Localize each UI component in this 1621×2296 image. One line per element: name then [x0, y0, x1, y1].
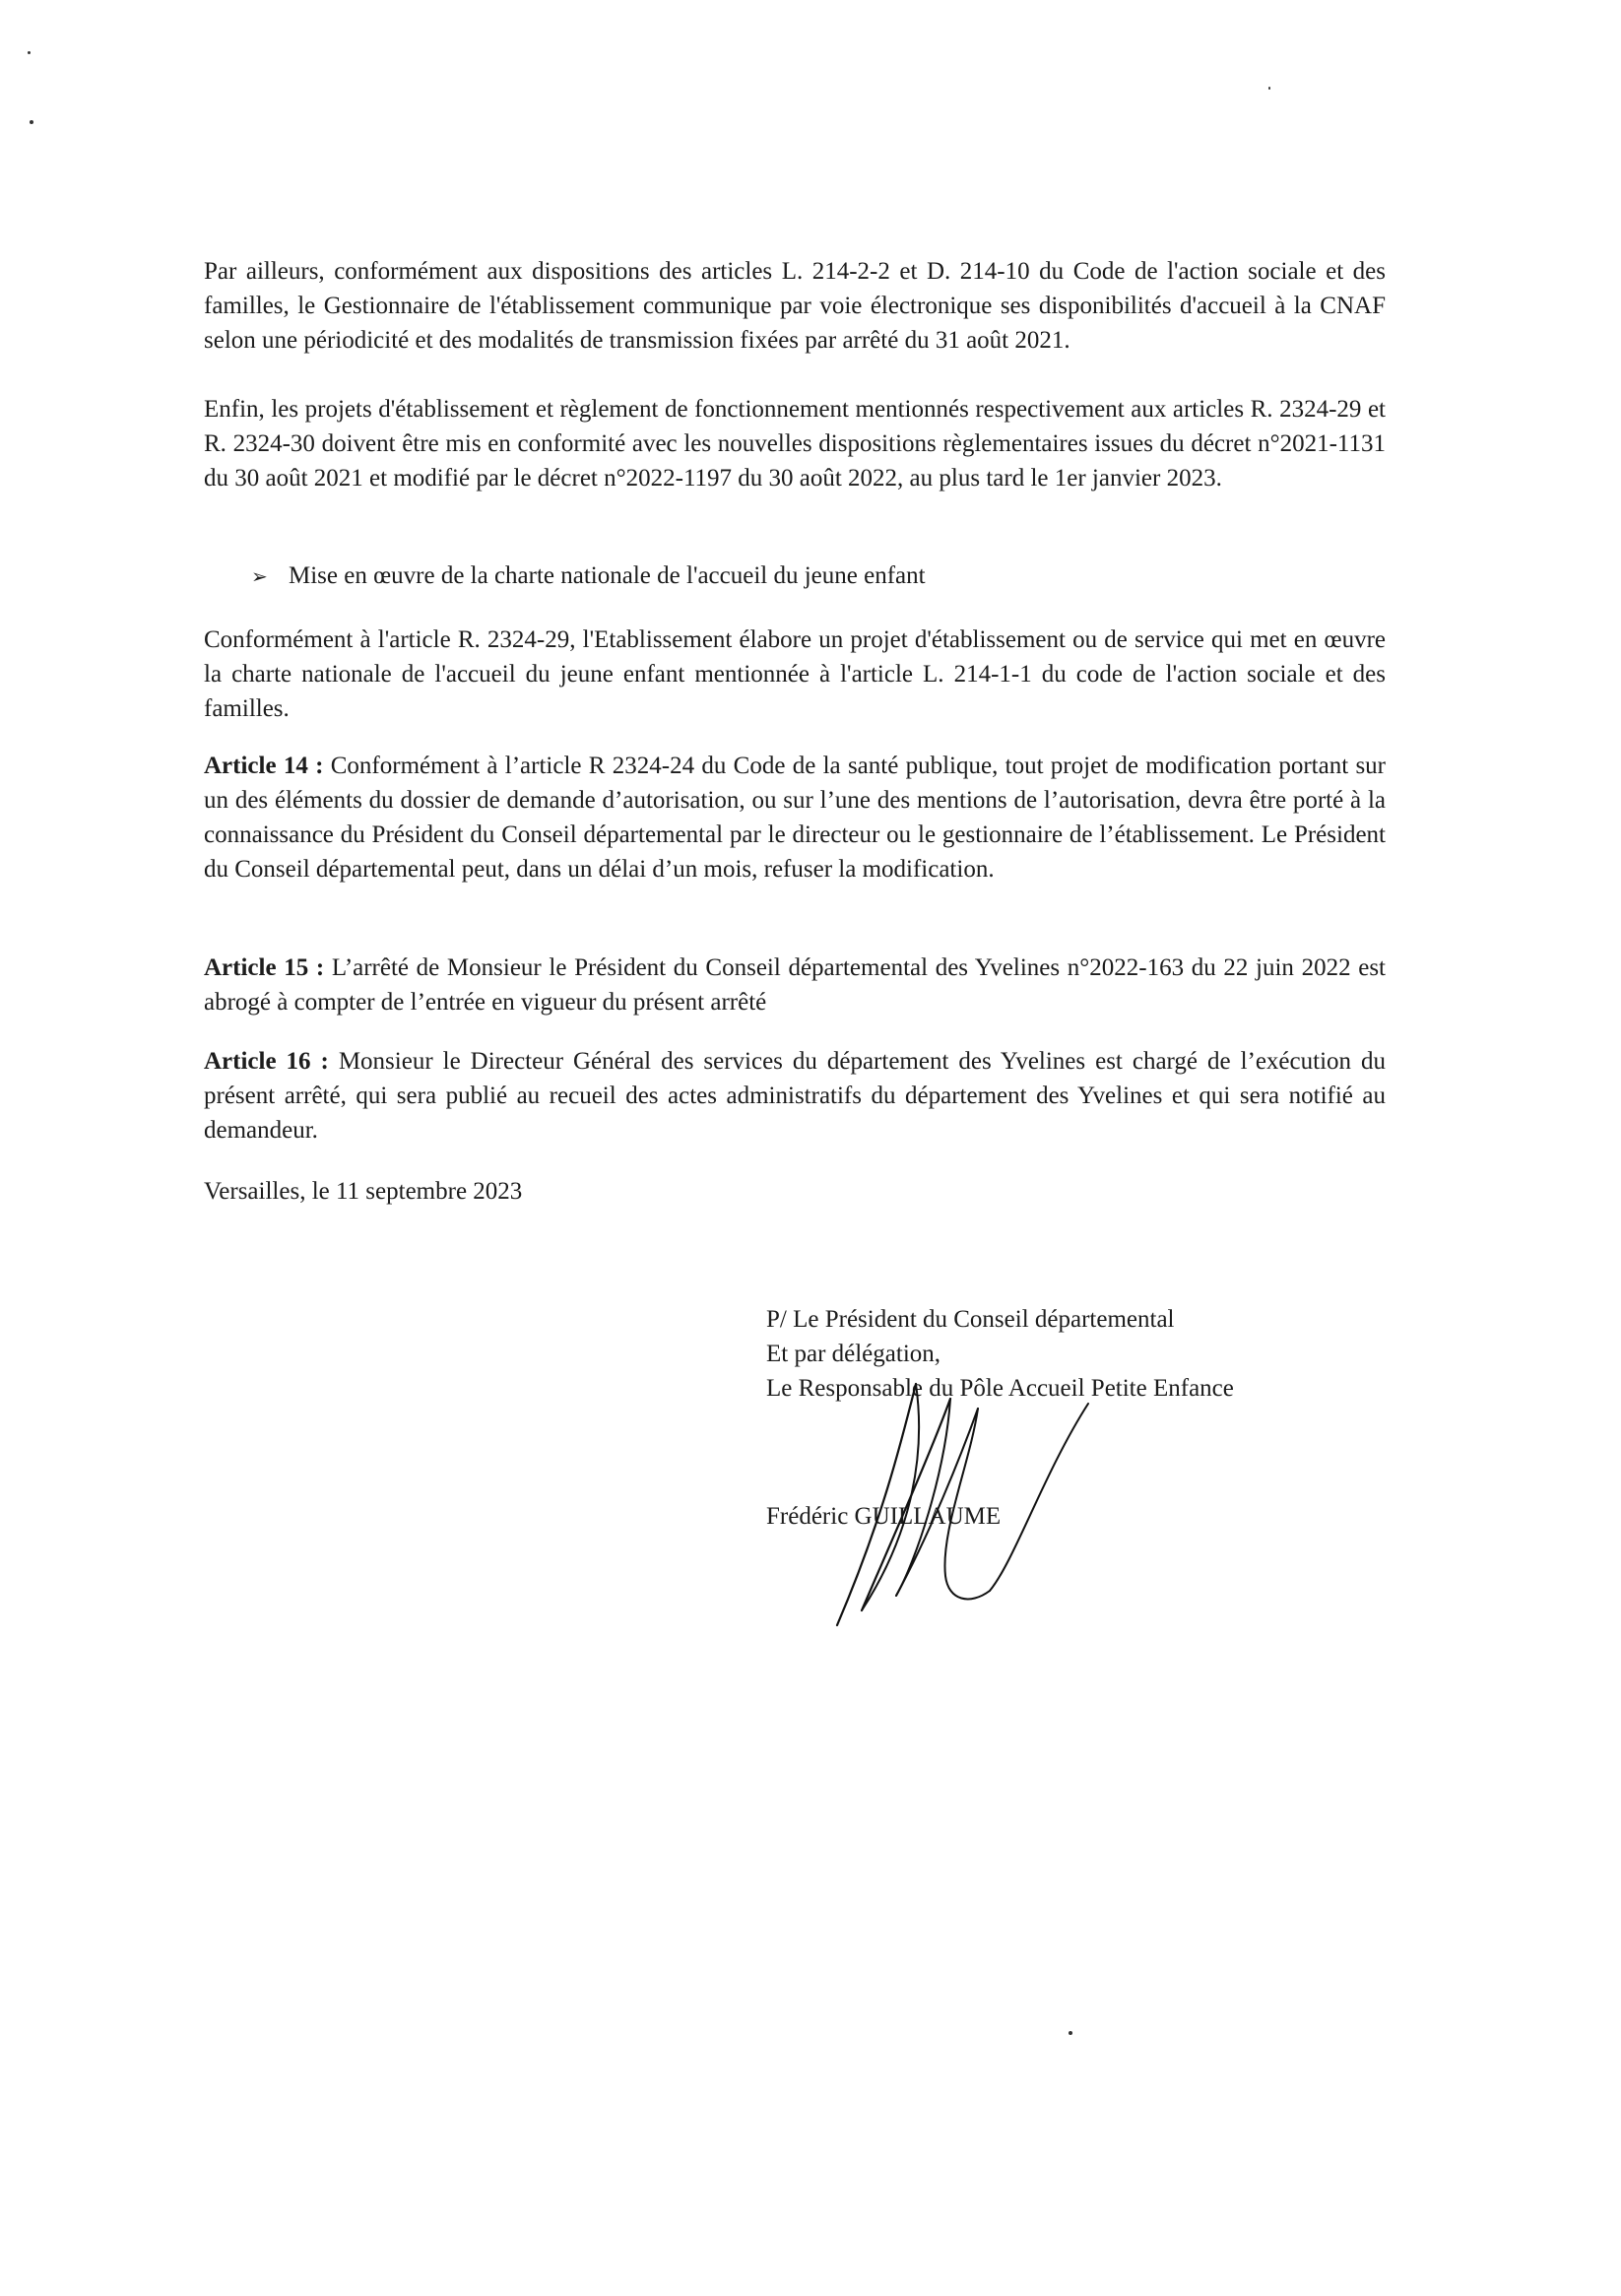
bullet-charte	[251, 558, 926, 594]
article-14	[204, 749, 1386, 886]
article-text: Conformément à l’article R 2324-24 du Code de la santé publique, tout projet de modification portant sur un des éléments du dossier de demande d’autorisation, ou sur l’une des mentions de l’autorisation, devra être porté à la connaissance du Président du Conseil départemental par le directeur ou le gestionnaire de l’établissement. Le Président du Conseil départemental peut, dans un délai d’un mois, refuser la modification.	[204, 753, 1386, 883]
paragraph-conformement: Conformément à l'article R. 2324-29, l'Etablissement élabore un projet d'établissement ou de service qui met en œuvre la charte nationale de l'accueil du jeune enfant mentionnée à l'article L. 214-1-1 du code de l'action sociale et des familles.	[204, 626, 1386, 722]
signatory-name: Frédéric GUILLAUME	[766, 1503, 1002, 1530]
scan-speck	[28, 51, 31, 54]
article-16	[204, 1044, 1386, 1148]
scan-speck	[30, 120, 33, 124]
signature-line-2: Et par délégation,	[766, 1341, 941, 1367]
date-line: Versailles, le 11 septembre 2023	[204, 1178, 523, 1205]
article-text: L’arrêté de Monsieur le Président du Conseil départemental des Yvelines n°2022-163 du 22 juin 2022 est abrogé à compter de l’entrée en vigueur du présent arrêté	[204, 954, 1386, 1016]
signature-line-1: P/ Le Président du Conseil départemental	[766, 1306, 1175, 1333]
paragraph-projets: Enfin, les projets d'établissement et règlement de fonctionnement mentionnés respectivement aux articles R. 2324-29 et R. 2324-30 doivent être mis en conformité avec les nouvelles dispositions règlementaires issues du décret n°2021-1131 du 30 août 2021 et modifié par le décret n°2022-1197 du 30 août 2022, au plus tard le 1er janvier 2023.	[204, 396, 1386, 492]
article-label: Article 15 :	[204, 954, 325, 981]
article-15	[204, 951, 1386, 1019]
article-label: Article 14 :	[204, 753, 324, 779]
paragraph-cnaf: Par ailleurs, conformément aux dispositions des articles L. 214-2-2 et D. 214-10 du Code de l'action sociale et des familles, le Gestionnaire de l'établissement communique par voie électronique ses disponibilités d'accueil à la CNAF selon une périodicité et des modalités de transmission fixées par arrêté du 31 août 2021.	[204, 258, 1386, 354]
bullet-text: Mise en œuvre de la charte nationale de l'accueil du jeune enfant	[289, 562, 926, 589]
handwritten-signature	[822, 1364, 1118, 1630]
scan-speck	[1268, 87, 1270, 90]
scan-speck	[1069, 2031, 1072, 2035]
arrow-bullet-icon: ➢	[251, 564, 268, 588]
article-text: Monsieur le Directeur Général des services du département des Yvelines est chargé de l’exécution du présent arrêté, qui sera publié au recueil des actes administratifs du département des Yvelines et qui sera notifié au demandeur.	[204, 1048, 1386, 1144]
signature-line-3: Le Responsable du Pôle Accueil Petite Enfance	[766, 1375, 1234, 1402]
article-label: Article 16 :	[204, 1048, 329, 1075]
